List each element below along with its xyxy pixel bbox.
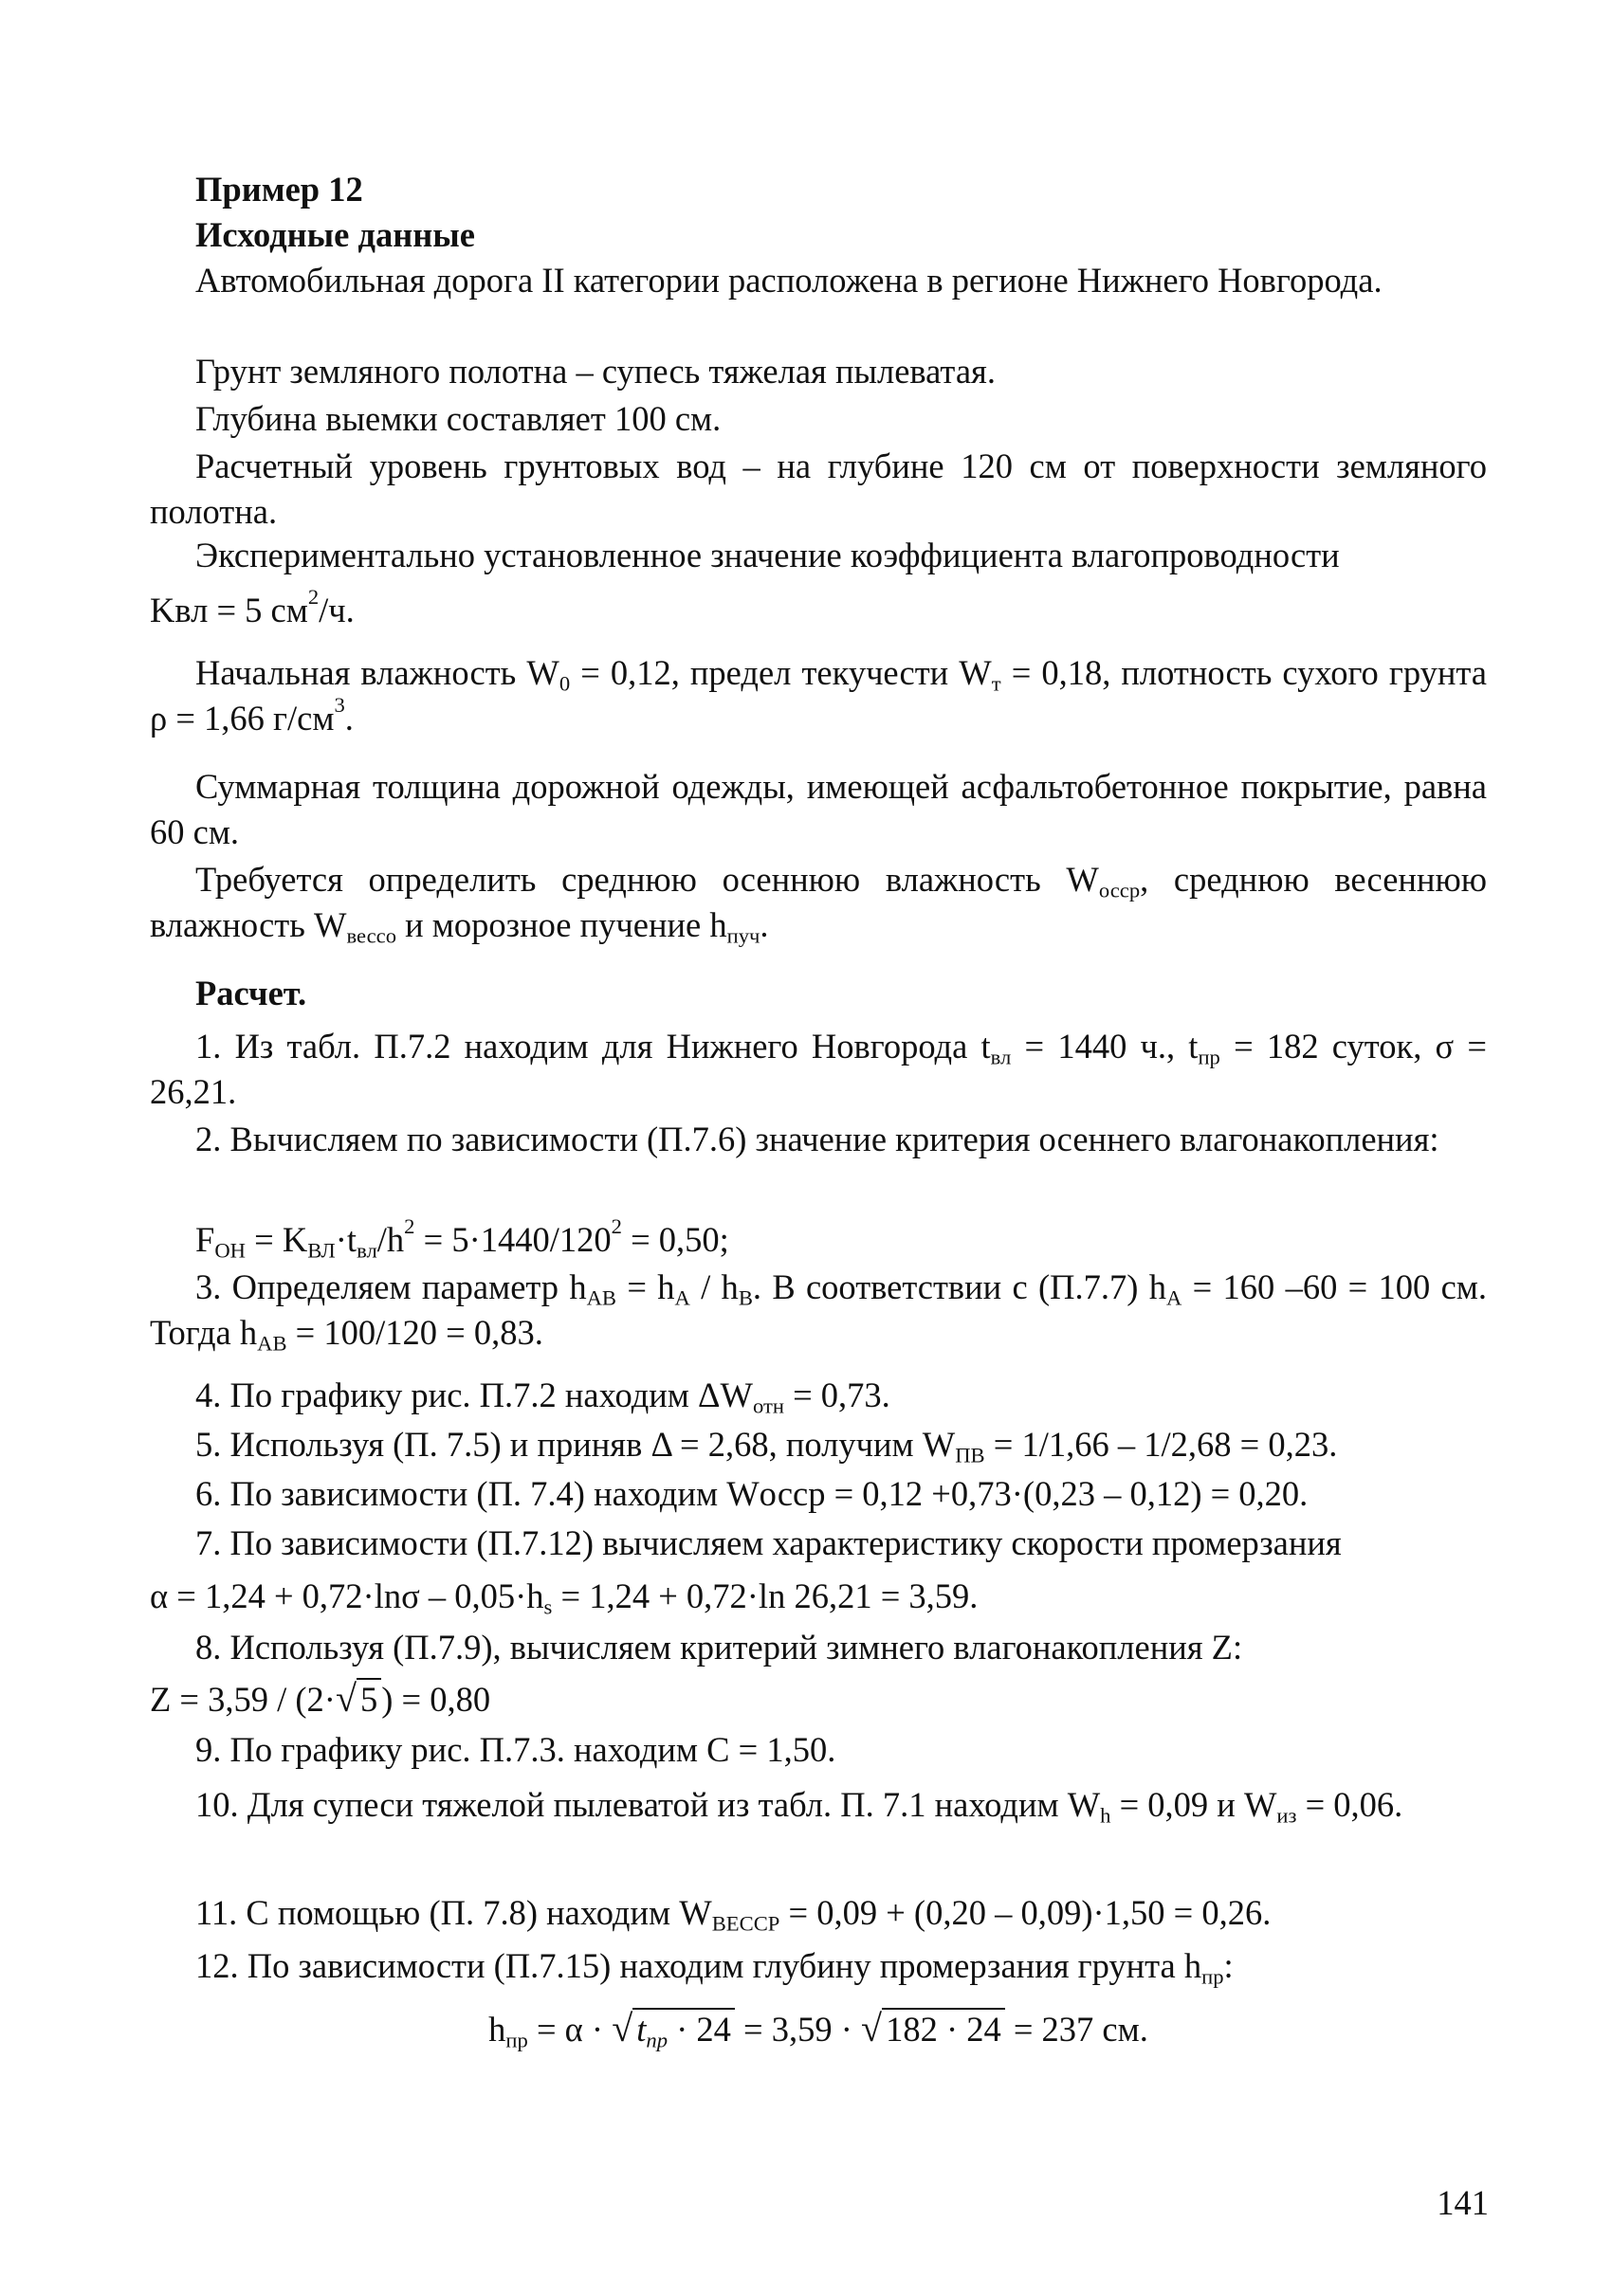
radicand-1: $t_{пр} \cdot 24$: [632, 2008, 735, 2049]
step-7: 7. По зависимости (П.7.12) вычисляем характеристику скорости промерзания: [195, 1523, 1342, 1562]
paragraph-groundwater: Расчетный уровень грунтовых вод – на глубине 120 см от поверхности земляного полотна.: [150, 446, 1487, 531]
step-11: 11. С помощью (П. 7.8) находим $W_{ВЕССР} = 0,09 + (0,20 - 0,09)\cdot 1,50 = 0,26$.: [195, 1893, 1272, 1936]
paragraph-depth: Глубина выемки составляет 100 см.: [195, 399, 722, 438]
square-root-icon: √: [861, 2007, 883, 2050]
step-8: 8. Используя (П.7.9), вычисляем критерий зимнего влагонакопления Z:: [195, 1628, 1243, 1667]
paragraph-task: Требуется определить среднюю осеннюю влажность $W_{осср}$, среднюю весеннюю влажность $W_{вессо}$ и морозное пучение $h_{пуч}$.: [150, 860, 1487, 948]
step-6: 6. По зависимости (П. 7.4) находим Wосср = 0,12 +0,73·(0,23 – 0,12) = 0,20.: [195, 1474, 1309, 1513]
step-9: 9. По графику рис. П.7.3. находим С = 1,50.: [195, 1730, 836, 1769]
paragraph-soil: Грунт земляного полотна – супесь тяжелая пылеватая.: [195, 352, 996, 391]
step-3: 3. Определяем параметр $h_{AB} = h_A / h_B$. В соответствии с (П.7.7) $h_A = 160$ –60 = 100 см. Тогда $h_{AB} = 100/120 = 0,83$.: [150, 1267, 1487, 1356]
square-root-icon: √: [612, 2007, 633, 2050]
step-1: 1. Из табл. П.7.2 находим для Нижнего Новгорода $t_{вл} = 1440$ ч., $t_{пр} = 182$ суток, σ = 26,21.: [150, 1027, 1487, 1111]
step-4: 4. По графику рис. П.7.2 находим $\Delta W_{отн} = 0,73$.: [195, 1376, 890, 1418]
example-title: Пример 12: [195, 170, 363, 209]
step-2: 2. Вычисляем по зависимости (П.7.6) значение критерия осеннего влагонакопления:: [195, 1120, 1439, 1158]
formula-freezing-rate: $\alpha = 1,24 + 0,72\cdot\ln\sigma - 0,05\cdot h_s = 1,24 + 0,72\cdot\ln$ 26,21 = 3,59.: [150, 1576, 979, 1619]
paragraph-moisture: Начальная влажность $W_0 = 0,12$, предел текучести $W_т = 0,18$, плотность сухого грунта ρ = 1,66 $г/см^3$.: [150, 653, 1487, 738]
calculation-heading: Расчет.: [195, 974, 307, 1012]
initial-data-heading: Исходные данные: [195, 215, 475, 254]
step-10: 10. Для супеси тяжелой пылеватой из табл. П. 7.1 находим $W_h = 0,09$ и $W_{из} = 0,06$.: [195, 1785, 1403, 1828]
page-number: 141: [1437, 2183, 1489, 2222]
step-5: 5. Используя (П. 7.5) и приняв Δ = 2,68, получим $W_{ПВ} = 1/1,66 - 1/2,68 = 0,23$.: [195, 1425, 1338, 1467]
formula-autumn-criterion: $F_{ОН} = K_{ВЛ}\cdot t_{вл}/h^2 = 5\cdot 1440/120^2 = 0,50$;: [195, 1213, 729, 1263]
formula-freezing-depth: $h_{пр} = \alpha$ · √ $t_{пр} \cdot 24 = 3,59$ · √ 182 · 24 = 237 см.: [488, 2007, 1148, 2052]
paragraph-road: Автомобильная дорога II категории расположена в регионе Нижнего Новгорода.: [195, 261, 1383, 300]
paragraph-pavement: Суммарная толщина дорожной одежды, имеющей асфальтобетонное покрытие, равна 60 см.: [150, 767, 1487, 851]
coefficient-value: Kвл = 5 $см^2/ч$.: [150, 584, 355, 629]
square-root-icon: √: [335, 1677, 357, 1720]
step-12: 12. По зависимости (П.7.15) находим глубину промерзания грунта $h_{пр}$:: [195, 1946, 1234, 1989]
formula-winter-criterion: Z = 3,59 / (2·√ 5 ) = 0,80: [150, 1677, 491, 1720]
paragraph-coefficient: Экспериментально установленное значение коэффициента влагопроводности: [195, 536, 1340, 574]
